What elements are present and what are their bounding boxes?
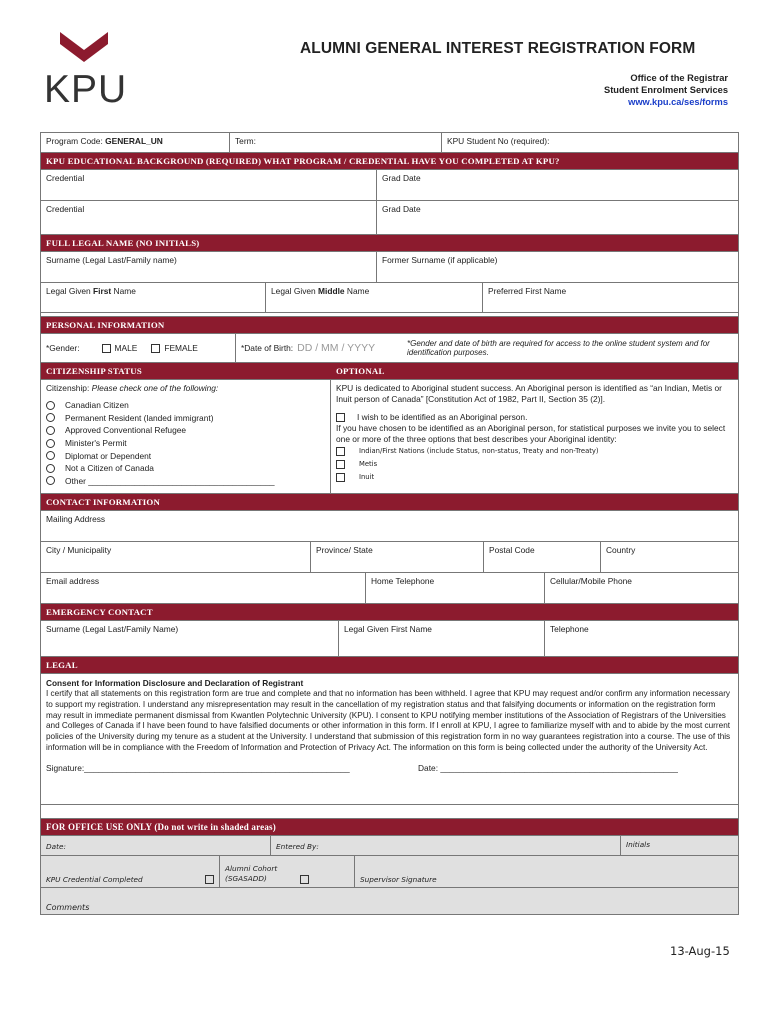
personal-header: PERSONAL INFORMATION bbox=[41, 317, 738, 334]
grad-date-label: Grad Date bbox=[382, 173, 421, 183]
city-field[interactable] bbox=[41, 542, 311, 572]
citizenship-option[interactable] bbox=[46, 449, 325, 462]
optional-header: OPTIONAL bbox=[336, 366, 385, 376]
aboriginal-option[interactable] bbox=[336, 445, 733, 458]
emergency-given-field[interactable] bbox=[339, 621, 545, 656]
citizenship-option-label: Not a Citizen of Canada bbox=[65, 463, 154, 474]
emergency-surname-field[interactable] bbox=[41, 621, 339, 656]
former-surname-label: Former Surname (if applicable) bbox=[382, 255, 498, 265]
citizenship-option[interactable] bbox=[46, 399, 325, 412]
emergency-header: EMERGENCY CONTACT bbox=[41, 604, 738, 621]
emergency-given-label: Legal Given First Name bbox=[344, 624, 432, 634]
supervisor-label: Supervisor Signature bbox=[360, 875, 437, 884]
given-first-post: Name bbox=[111, 286, 136, 296]
preferred-name-field[interactable] bbox=[483, 283, 738, 312]
emergency-phone-label: Telephone bbox=[550, 624, 589, 634]
office-line2: Student Enrolment Services bbox=[604, 85, 728, 95]
citizenship-options bbox=[46, 399, 325, 487]
citizenship-option-label: Diplomat or Dependent bbox=[65, 450, 152, 461]
cohort-line2: (SGASADD) bbox=[225, 874, 267, 883]
surname-field[interactable] bbox=[41, 252, 377, 282]
dob-field[interactable] bbox=[236, 334, 402, 362]
legal-section bbox=[41, 674, 738, 805]
student-no-label: KPU Student No (required): bbox=[447, 136, 550, 146]
home-phone-label: Home Telephone bbox=[371, 576, 435, 586]
aboriginal-intro: KPU is dedicated to Aboriginal student success. An Aboriginal person is identified as “an Indian, Metis or Inuit person of Canada” [Constitution Act of 1982, Part II, Section 35 (2)]. bbox=[336, 383, 722, 404]
kpu-logo bbox=[44, 30, 128, 114]
optional-section bbox=[331, 380, 738, 493]
form-title: ALUMNI GENERAL INTEREST REGISTRATION FORM bbox=[300, 40, 696, 57]
citizenship-option[interactable] bbox=[46, 462, 325, 475]
dob-label: *Date of Birth: bbox=[241, 343, 294, 353]
citizenship-radio[interactable] bbox=[46, 401, 55, 410]
gender-label: *Gender: bbox=[46, 343, 80, 353]
citizenship-radio[interactable] bbox=[46, 476, 55, 485]
province-label: Province/ State bbox=[316, 545, 373, 555]
edu-header: KPU EDUCATIONAL BACKGROUND (REQUIRED) WHAT PROGRAM / CREDENTIAL HAVE YOU COMPLETED AT KPU? bbox=[41, 153, 738, 170]
grad-date-field-2[interactable] bbox=[377, 201, 738, 234]
office-entered-by: Entered By: bbox=[271, 836, 621, 855]
citizenship-radio[interactable] bbox=[46, 439, 55, 448]
name-header: FULL LEGAL NAME (NO INITIALS) bbox=[41, 235, 738, 252]
citizenship-option[interactable] bbox=[46, 412, 325, 425]
mailing-label: Mailing Address bbox=[46, 514, 106, 524]
given-first-field[interactable] bbox=[41, 283, 266, 312]
given-middle-pre: Legal Given bbox=[271, 286, 319, 296]
office-use-header: FOR OFFICE USE ONLY (Do not write in shaded areas) bbox=[41, 819, 738, 836]
given-middle-bold: Middle bbox=[318, 286, 345, 296]
credential-completed-checkbox[interactable] bbox=[205, 875, 214, 884]
citizenship-option[interactable] bbox=[46, 475, 325, 488]
surname-label: Surname (Legal Last/Family name) bbox=[46, 255, 177, 265]
logo-text: KPU bbox=[44, 68, 128, 111]
supervisor-signature-cell bbox=[355, 856, 738, 887]
mailing-address-field[interactable] bbox=[41, 511, 738, 541]
citizenship-option-label: Approved Conventional Refugee bbox=[65, 425, 187, 436]
aboriginal-wish: I wish to be identified as an Aboriginal person. bbox=[357, 412, 528, 422]
credential-field-2[interactable] bbox=[41, 201, 377, 234]
citizenship-radio[interactable] bbox=[46, 464, 55, 473]
comments-field bbox=[41, 888, 738, 914]
program-code-label: Program Code: bbox=[46, 136, 103, 146]
given-middle-post: Name bbox=[344, 286, 370, 296]
alumni-cohort-checkbox[interactable] bbox=[300, 875, 309, 884]
male-label: MALE bbox=[114, 343, 138, 353]
program-code-value: GENERAL_UN bbox=[105, 136, 163, 146]
province-field[interactable] bbox=[311, 542, 484, 572]
citizenship-option[interactable] bbox=[46, 424, 325, 437]
citizenship-option-label: Canadian Citizen bbox=[65, 400, 129, 411]
given-middle-field[interactable] bbox=[266, 283, 483, 312]
credential-label: Credential bbox=[46, 204, 85, 214]
credential-completed-cell bbox=[41, 856, 220, 887]
student-no-field[interactable] bbox=[442, 133, 738, 152]
citizenship-prompt: Citizenship: bbox=[46, 383, 92, 393]
emergency-surname-label: Surname (Legal Last/Family Name) bbox=[46, 624, 179, 634]
footer-date: 13-Aug-15 bbox=[670, 944, 730, 958]
postal-label: Postal Code bbox=[489, 545, 535, 555]
credential-label: Credential bbox=[46, 173, 85, 183]
postal-field[interactable] bbox=[484, 542, 601, 572]
email-label: Email address bbox=[46, 576, 100, 586]
alumni-cohort-cell bbox=[220, 856, 355, 887]
former-surname-field[interactable] bbox=[377, 252, 738, 282]
legal-text: I certify that all statements on this registration form are true and complete and that no information has been withheld. I agree that KPU may request and/or confirm any information necessary to support my registration. I understand any misrepresentation may result in the cancellation of my registration status and that falsifying documents or information on the registration form may result in immediate permanent dismissal from Kwantlen Polytechnic University (KPU). I consent to KPU notifying member institutions of the Association of Registrars of the Universities and Colleges of Canada if I have been found to have falsified documents or other information in this form. If I enroll at KPU, I agree to familiarize myself with and to abide by the most current policies of the University during my tenure as a student at the University. I understand that submission of this registration form in no way guarantees registration into a course. The use of this information will be in compliance with the Freedom of Information and Protection of Privacy Act. The information on this form is being collected under the authority of the University Act. bbox=[46, 689, 731, 752]
legal-header: LEGAL bbox=[41, 657, 738, 674]
aboriginal-option[interactable] bbox=[336, 458, 733, 471]
given-first-pre: Legal Given bbox=[46, 286, 94, 296]
aboriginal-option-checkbox[interactable] bbox=[336, 473, 345, 482]
comments-label: Comments bbox=[46, 903, 90, 912]
female-checkbox[interactable] bbox=[151, 344, 160, 353]
emergency-phone-field[interactable] bbox=[545, 621, 738, 656]
citizenship-header: CITIZENSHIP STATUS bbox=[46, 366, 142, 376]
term-field[interactable] bbox=[230, 133, 442, 152]
forms-link[interactable]: www.kpu.ca/ses/forms bbox=[628, 97, 728, 107]
preferred-name-label: Preferred First Name bbox=[488, 286, 567, 296]
aboriginal-option-label: Inuit bbox=[359, 473, 375, 481]
grad-date-field-1[interactable] bbox=[377, 170, 738, 200]
citizenship-option-label: Permanent Resident (landed immigrant) bbox=[65, 412, 214, 423]
city-label: City / Municipality bbox=[46, 545, 112, 555]
credential-field-1[interactable] bbox=[41, 170, 377, 200]
office-date: Date: bbox=[41, 836, 271, 855]
aboriginal-option-checkbox[interactable] bbox=[336, 447, 345, 456]
personal-note: *Gender and date of birth are required for access to the online student system and for identification purposes. bbox=[407, 338, 710, 357]
legal-subtitle: Consent for Information Disclosure and Declaration of Registrant bbox=[46, 678, 304, 688]
grad-date-label: Grad Date bbox=[382, 204, 421, 214]
citizenship-option-label: Other ________________________________________ bbox=[65, 475, 275, 486]
country-field[interactable] bbox=[601, 542, 738, 572]
registration-form bbox=[40, 132, 739, 915]
citizenship-option[interactable] bbox=[46, 437, 325, 450]
contact-header: CONTACT INFORMATION bbox=[41, 494, 738, 511]
citizenship-radio[interactable] bbox=[46, 426, 55, 435]
email-field[interactable] bbox=[41, 573, 366, 603]
office-initials: Initials bbox=[626, 840, 650, 849]
citizenship-section bbox=[41, 380, 331, 493]
female-label: FEMALE bbox=[164, 343, 198, 353]
cohort-line1: Alumni Cohort bbox=[225, 864, 278, 873]
aboriginal-option-label: Indian/First Nations (include Status, non-status, Treaty and non-Treaty) bbox=[359, 447, 599, 455]
cell-phone-field[interactable] bbox=[545, 573, 738, 603]
term-label: Term: bbox=[235, 136, 256, 146]
signature-line[interactable]: Signature:_________________________________________________________ bbox=[46, 762, 350, 773]
aboriginal-para2: If you have chosen to be identified as an Aboriginal person, for statistical purposes we invite you to select one or more of the three options that best describes your Aboriginal identity: bbox=[336, 423, 726, 444]
citizenship-prompt-italic: Please check one of the following: bbox=[91, 383, 219, 393]
legal-date-line[interactable]: Date: ___________________________________________________ bbox=[418, 762, 678, 773]
gender-field bbox=[41, 334, 236, 362]
office-block bbox=[604, 72, 728, 108]
male-checkbox[interactable] bbox=[102, 344, 111, 353]
citizenship-option-label: Minister's Permit bbox=[65, 438, 127, 449]
program-code-field[interactable] bbox=[41, 133, 230, 152]
credential-completed-label: KPU Credential Completed bbox=[46, 875, 143, 884]
aboriginal-option-label: Metis bbox=[359, 460, 378, 468]
aboriginal-options bbox=[336, 445, 733, 484]
given-first-bold: First bbox=[93, 286, 112, 296]
citizenship-radio[interactable] bbox=[46, 413, 55, 422]
aboriginal-option[interactable] bbox=[336, 471, 733, 484]
aboriginal-option-checkbox[interactable] bbox=[336, 460, 345, 469]
home-phone-field[interactable] bbox=[366, 573, 545, 603]
dob-input[interactable]: DD / MM / YYYY bbox=[297, 342, 376, 354]
country-label: Country bbox=[606, 545, 636, 555]
office-line1: Office of the Registrar bbox=[630, 73, 728, 83]
cell-phone-label: Cellular/Mobile Phone bbox=[550, 576, 632, 586]
citizenship-radio[interactable] bbox=[46, 451, 55, 460]
aboriginal-checkbox[interactable] bbox=[336, 413, 345, 422]
